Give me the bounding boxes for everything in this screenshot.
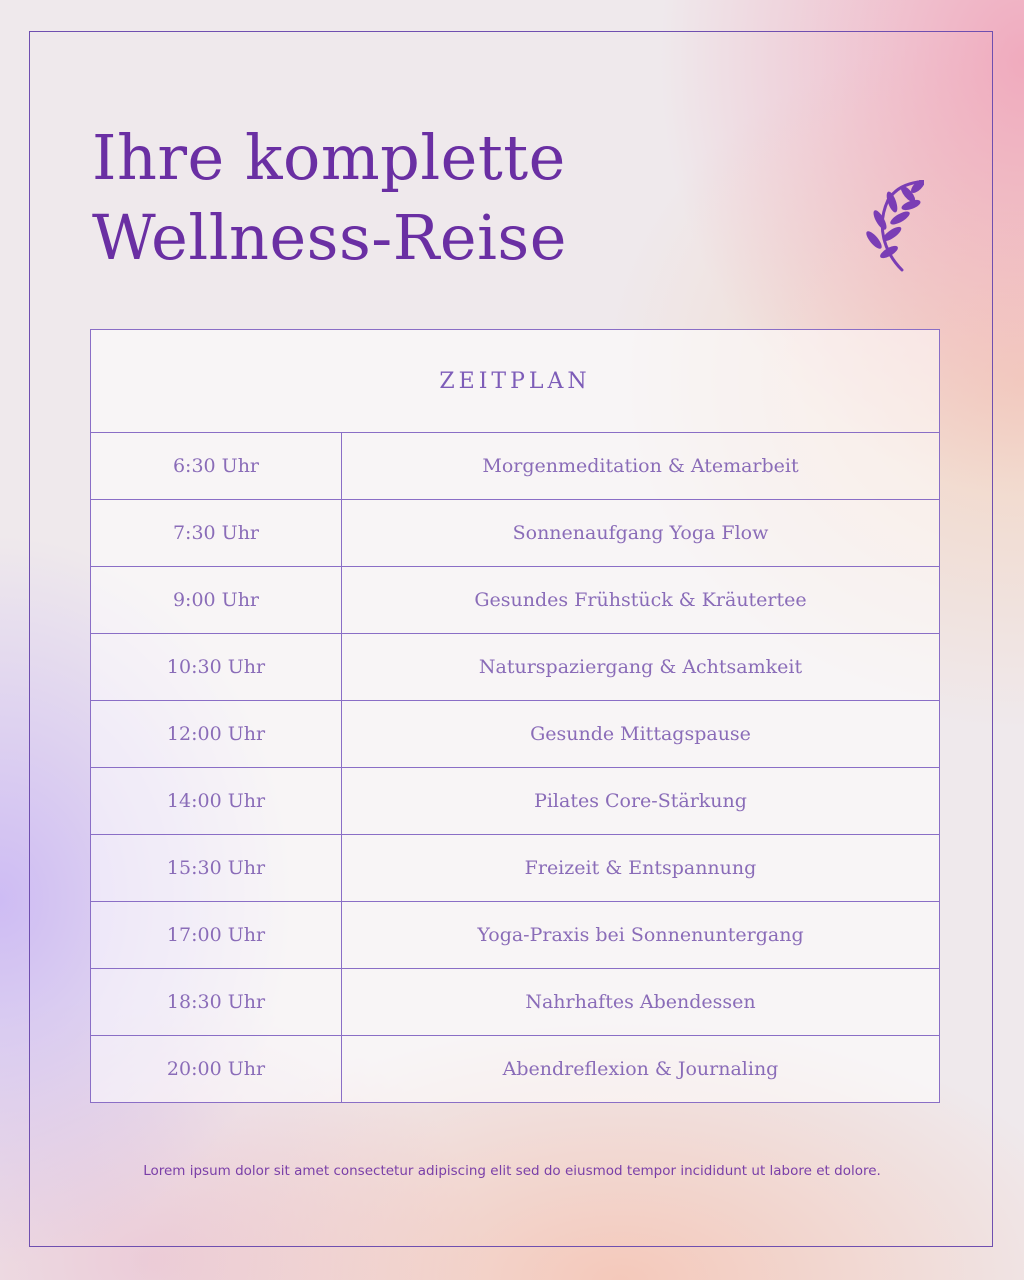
schedule-activity: Yoga-Praxis bei Sonnenuntergang	[342, 902, 940, 969]
footer-text: Lorem ipsum dolor sit amet consectetur adipiscing elit sed do eiusmod tempor incididunt ut labore et dolore.	[143, 1163, 881, 1179]
schedule-activity: Nahrhaftes Abendessen	[342, 969, 940, 1036]
schedule-table	[90, 329, 940, 1103]
title-line-1: Ihre komplette	[92, 121, 566, 194]
page-title	[92, 118, 567, 278]
table-row	[91, 567, 940, 634]
table-row	[91, 969, 940, 1036]
schedule-activity: Pilates Core-Stärkung	[342, 768, 940, 835]
table-row	[91, 500, 940, 567]
table-row	[91, 1036, 940, 1103]
schedule-activity: Gesunde Mittagspause	[342, 701, 940, 768]
schedule-time: 18:30 Uhr	[91, 969, 342, 1036]
schedule-time: 15:30 Uhr	[91, 835, 342, 902]
table-row	[91, 835, 940, 902]
schedule-time: 20:00 Uhr	[91, 1036, 342, 1103]
schedule-time: 12:00 Uhr	[91, 701, 342, 768]
schedule-time: 6:30 Uhr	[91, 433, 342, 500]
schedule-activity: Gesundes Frühstück & Kräutertee	[342, 567, 940, 634]
table-row	[91, 902, 940, 969]
schedule-activity: Sonnenaufgang Yoga Flow	[342, 500, 940, 567]
table-row	[91, 433, 940, 500]
schedule-activity: Naturspaziergang & Achtsamkeit	[342, 634, 940, 701]
schedule-activity: Freizeit & Entspannung	[342, 835, 940, 902]
schedule-header: ZEITPLAN	[91, 330, 940, 433]
schedule-time: 10:30 Uhr	[91, 634, 342, 701]
schedule-activity: Abendreflexion & Journaling	[342, 1036, 940, 1103]
table-row	[91, 634, 940, 701]
schedule-activity: Morgenmeditation & Atemarbeit	[342, 433, 940, 500]
schedule-time: 14:00 Uhr	[91, 768, 342, 835]
table-row	[91, 768, 940, 835]
laurel-leaf-icon	[862, 180, 924, 272]
schedule-time: 7:30 Uhr	[91, 500, 342, 567]
table-row	[91, 701, 940, 768]
schedule-time: 17:00 Uhr	[91, 902, 342, 969]
schedule-time: 9:00 Uhr	[91, 567, 342, 634]
title-line-2: Wellness-Reise	[92, 201, 567, 274]
